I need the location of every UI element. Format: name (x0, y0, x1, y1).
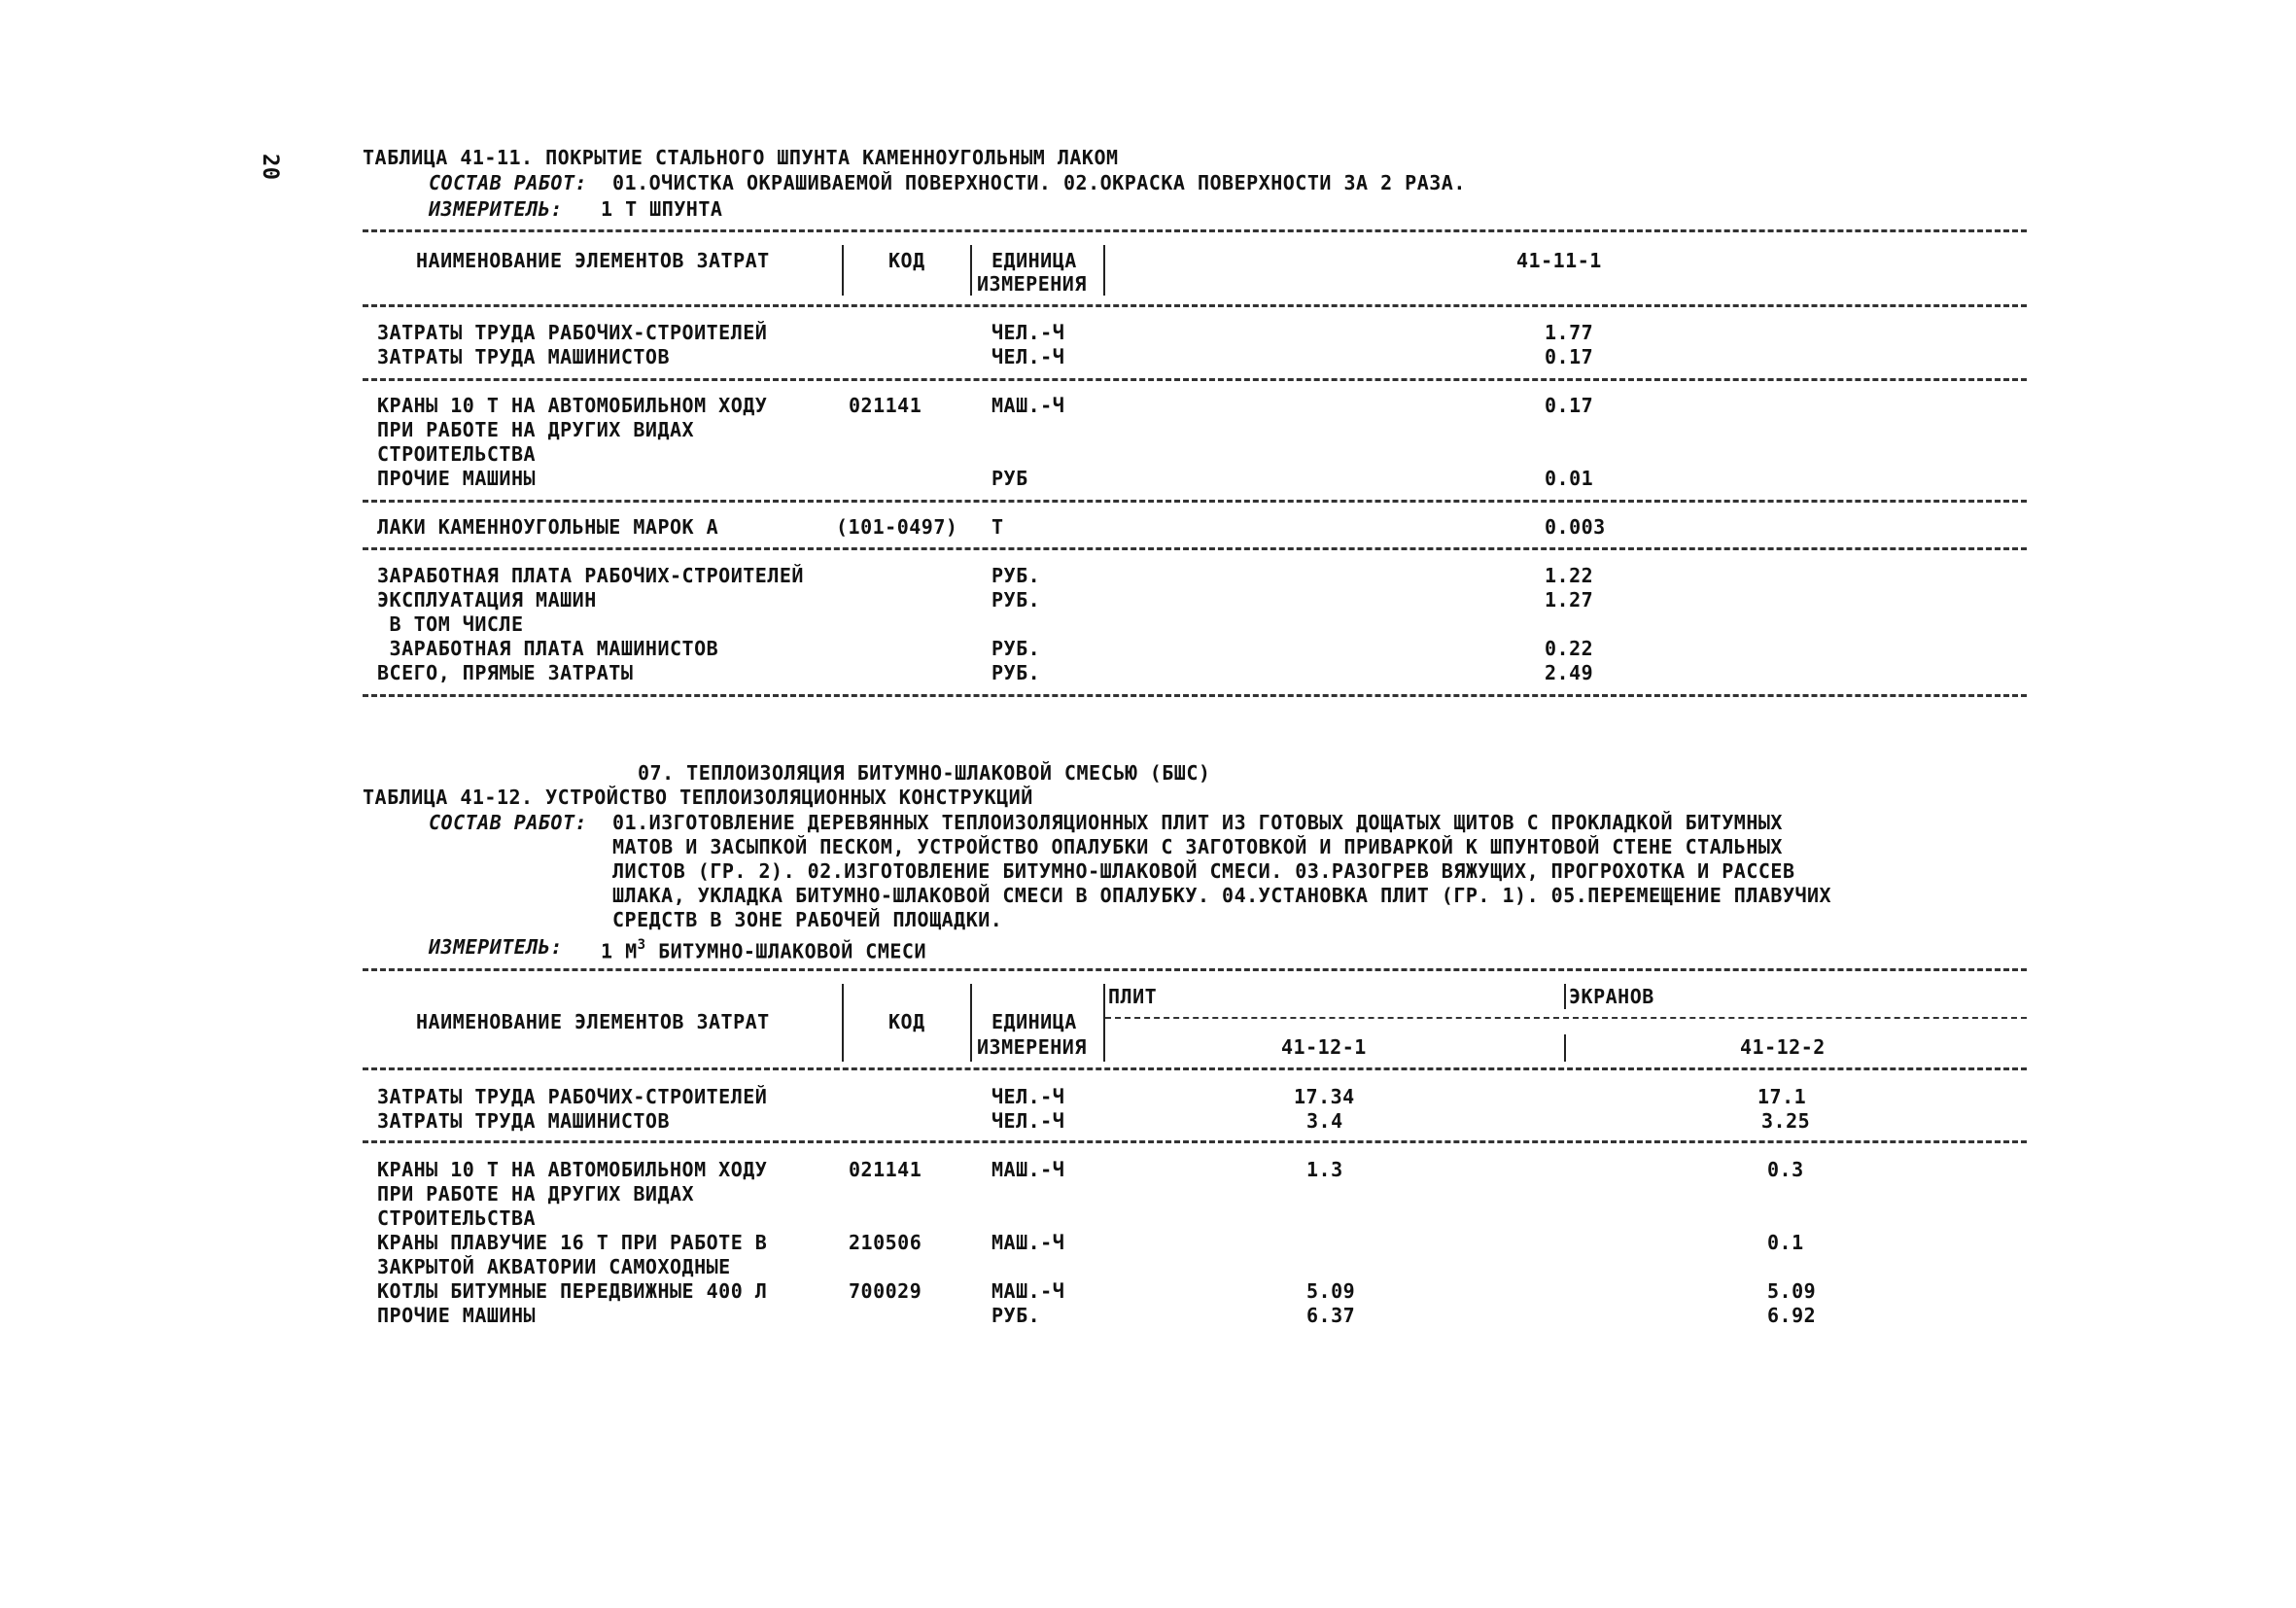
t11-header-sep-2 (970, 245, 972, 296)
t11-row-unit: РУБ. (991, 588, 1041, 612)
t12-rule-subheader (1105, 1017, 2027, 1019)
t11-row-value: 0.17 (1545, 394, 1594, 417)
t11-row-code: 021141 (849, 394, 922, 417)
t11-sostav-text: 01.ОЧИСТКА ОКРАШИВАЕМОЙ ПОВЕРХНОСТИ. 02.ОКРАСКА ПОВЕРХНОСТИ ЗА 2 РАЗА. (612, 171, 1466, 194)
t12-header-name: НАИМЕНОВАНИЕ ЭЛЕМЕНТОВ ЗАТРАТ (416, 1010, 770, 1033)
t12-header-sep-1 (842, 984, 844, 1062)
t11-rule-group-3 (363, 547, 2027, 550)
t11-row-value: 0.22 (1545, 637, 1594, 660)
t11-izm-text: 1 Т ШПУНТА (601, 197, 723, 221)
t12-row-value-2: 5.09 (1767, 1279, 1817, 1303)
t11-rule-bottom (363, 694, 2027, 697)
t12-header-sep-4 (1564, 984, 1566, 1009)
t11-row-name: ЗАРАБОТНАЯ ПЛАТА РАБОЧИХ-СТРОИТЕЛЕЙ (377, 564, 804, 587)
t12-row-name-cont: ПРИ РАБОТЕ НА ДРУГИХ ВИДАХ (377, 1182, 695, 1206)
t11-izm-label: ИЗМЕРИТЕЛЬ: (429, 197, 563, 221)
t11-header-code: КОД (888, 249, 925, 272)
table-41-12-title: ТАБЛИЦА 41-12. УСТРОЙСТВО ТЕПЛОИЗОЛЯЦИОННЫХ КОНСТРУКЦИЙ (363, 786, 1033, 809)
t12-row-value-2: 0.1 (1767, 1231, 1804, 1254)
t11-row-name: КРАНЫ 10 Т НА АВТОМОБИЛЬНОМ ХОДУ (377, 394, 768, 417)
t12-header-code: КОД (888, 1010, 925, 1033)
t12-row-name: ЗАТРАТЫ ТРУДА РАБОЧИХ-СТРОИТЕЛЕЙ (377, 1085, 768, 1108)
t12-row-code: 210506 (849, 1231, 922, 1254)
t11-header-col: 41-11-1 (1516, 249, 1602, 272)
t11-row-name: ВСЕГО, ПРЯМЫЕ ЗАТРАТЫ (377, 661, 634, 684)
t11-row-value: 0.003 (1545, 515, 1606, 539)
t12-row-unit: МАШ.-Ч (991, 1158, 1065, 1181)
t12-row-code: 021141 (849, 1158, 922, 1181)
t12-sostav-line: СРЕДСТВ В ЗОНЕ РАБОЧЕЙ ПЛОЩАДКИ. (612, 908, 1003, 931)
t12-row-value-1: 3.4 (1306, 1109, 1343, 1133)
t12-header-unit-1: ЕДИНИЦА (991, 1010, 1077, 1033)
t12-row-value-2: 6.92 (1767, 1304, 1817, 1327)
t12-row-name-cont: ЗАКРЫТОЙ АКВАТОРИИ САМОХОДНЫЕ (377, 1255, 731, 1278)
t11-row-name: ЗАТРАТЫ ТРУДА РАБОЧИХ-СТРОИТЕЛЕЙ (377, 321, 768, 344)
t11-row-name: ЗАРАБОТНАЯ ПЛАТА МАШИНИСТОВ (377, 637, 719, 660)
t12-row-name: ЗАТРАТЫ ТРУДА МАШИНИСТОВ (377, 1109, 670, 1133)
t11-header-name: НАИМЕНОВАНИЕ ЭЛЕМЕНТОВ ЗАТРАТ (416, 249, 770, 272)
t11-row-unit: МАШ.-Ч (991, 394, 1065, 417)
t12-izm-text: 1 $М^3$ БИТУМНО-ШЛАКОВОЙ СМЕСИ (601, 937, 927, 963)
t12-row-value-2: 17.1 (1757, 1085, 1807, 1108)
t12-row-value-1: 6.37 (1306, 1304, 1356, 1327)
t12-header-sep-3 (1103, 984, 1105, 1062)
t12-header-col-1: 41-12-1 (1281, 1035, 1367, 1059)
t11-row-unit: ЧЕЛ.-Ч (991, 321, 1065, 344)
t11-header-sep-3 (1103, 245, 1105, 296)
t12-row-name: ПРОЧИЕ МАШИНЫ (377, 1304, 537, 1327)
t11-row-unit: РУБ. (991, 661, 1041, 684)
t11-row-value: 0.01 (1545, 467, 1594, 490)
t12-sostav-line: ЛИСТОВ (ГР. 2). 02.ИЗГОТОВЛЕНИЕ БИТУМНО-ШЛАКОВОЙ СМЕСИ. 03.РАЗОГРЕВ ВЯЖУЩИХ, ПРОГРОХОТКА И РАССЕВ (612, 859, 1795, 883)
t11-row-value: 1.22 (1545, 564, 1594, 587)
t12-rule-header (363, 1067, 2027, 1070)
t11-sostav-label: СОСТАВ РАБОТ: (429, 171, 588, 194)
t12-header-group-plit: ПЛИТ (1108, 985, 1158, 1008)
t12-row-unit: ЧЕЛ.-Ч (991, 1109, 1065, 1133)
t12-row-name-cont: СТРОИТЕЛЬСТВА (377, 1206, 537, 1230)
t12-row-name: КОТЛЫ БИТУМНЫЕ ПЕРЕДВИЖНЫЕ 400 Л (377, 1279, 768, 1303)
page-number: 20 (258, 154, 282, 181)
t12-row-name: КРАНЫ 10 Т НА АВТОМОБИЛЬНОМ ХОДУ (377, 1158, 768, 1181)
t11-row-value: 1.77 (1545, 321, 1594, 344)
t12-header-group-ekranov: ЭКРАНОВ (1569, 985, 1654, 1008)
t12-row-value-2: 3.25 (1761, 1109, 1811, 1133)
t12-row-unit: ЧЕЛ.-Ч (991, 1085, 1065, 1108)
t11-row-value: 1.27 (1545, 588, 1594, 612)
t11-row-name: ЭКСПЛУАТАЦИЯ МАШИН (377, 588, 597, 612)
t11-row-unit: РУБ. (991, 637, 1041, 660)
t12-row-unit: МАШ.-Ч (991, 1279, 1065, 1303)
t12-sostav-line: МАТОВ И ЗАСЫПКОЙ ПЕСКОМ, УСТРОЙСТВО ОПАЛУБКИ С ЗАГОТОВКОЙ И ПРИВАРКОЙ К ШПУНТОВОЙ СТЕНЕ СТАЛЬНЫХ (612, 835, 1783, 858)
t12-row-code: 700029 (849, 1279, 922, 1303)
t12-row-value-1: 5.09 (1306, 1279, 1356, 1303)
section-title: 07. ТЕПЛОИЗОЛЯЦИЯ БИТУМНО-ШЛАКОВОЙ СМЕСЬЮ (БШС) (638, 761, 1211, 785)
t11-row-unit: РУБ. (991, 564, 1041, 587)
t11-header-unit-1: ЕДИНИЦА (991, 249, 1077, 272)
t11-rule-header (363, 304, 2027, 307)
t12-row-value-1: 17.34 (1294, 1085, 1355, 1108)
t12-row-name: КРАНЫ ПЛАВУЧИЕ 16 Т ПРИ РАБОТЕ В (377, 1231, 768, 1254)
t11-row-unit: РУБ (991, 467, 1028, 490)
t12-row-value-1: 1.3 (1306, 1158, 1343, 1181)
t11-rule-group-1 (363, 378, 2027, 381)
t11-row-name: ПРОЧИЕ МАШИНЫ (377, 467, 537, 490)
t12-header-sep-5 (1564, 1034, 1566, 1062)
t12-rule-group-1 (363, 1140, 2027, 1143)
t11-row-name-cont: В ТОМ ЧИСЛЕ (377, 612, 524, 636)
t12-sostav-line: ШЛАКА, УКЛАДКА БИТУМНО-ШЛАКОВОЙ СМЕСИ В ОПАЛУБКУ. 04.УСТАНОВКА ПЛИТ (ГР. 1). 05.ПЕРЕМЕЩЕНИЕ ПЛАВУЧИХ (612, 884, 1832, 907)
t11-header-unit-2: ИЗМЕРЕНИЯ (977, 272, 1087, 296)
t11-row-name-cont: ПРИ РАБОТЕ НА ДРУГИХ ВИДАХ (377, 418, 695, 441)
t12-izm-label: ИЗМЕРИТЕЛЬ: (429, 935, 563, 959)
t11-row-unit: ЧЕЛ.-Ч (991, 345, 1065, 368)
t11-row-name: ЗАТРАТЫ ТРУДА МАШИНИСТОВ (377, 345, 670, 368)
t12-sostav-line: 01.ИЗГОТОВЛЕНИЕ ДЕРЕВЯННЫХ ТЕПЛОИЗОЛЯЦИОННЫХ ПЛИТ ИЗ ГОТОВЫХ ДОЩАТЫХ ЩИТОВ С ПРОКЛАДКОЙ БИТУМНЫХ (612, 811, 1783, 834)
t12-header-sep-2 (970, 984, 972, 1062)
t11-row-code: (101-0497) (836, 515, 958, 539)
t11-row-name-cont: СТРОИТЕЛЬСТВА (377, 442, 537, 466)
table-41-11-title: ТАБЛИЦА 41-11. ПОКРЫТИЕ СТАЛЬНОГО ШПУНТА КАМЕННОУГОЛЬНЫМ ЛАКОМ (363, 146, 1119, 169)
t11-row-value: 0.17 (1545, 345, 1594, 368)
t12-row-unit: МАШ.-Ч (991, 1231, 1065, 1254)
t11-header-sep-1 (842, 245, 844, 296)
t11-row-value: 2.49 (1545, 661, 1594, 684)
t12-header-col-2: 41-12-2 (1740, 1035, 1826, 1059)
t12-row-unit: РУБ. (991, 1304, 1041, 1327)
t12-sostav-label: СОСТАВ РАБОТ: (429, 811, 588, 834)
t11-row-unit: Т (991, 515, 1004, 539)
t12-header-unit-2: ИЗМЕРЕНИЯ (977, 1035, 1087, 1059)
t11-rule-group-2 (363, 500, 2027, 503)
t11-rule-top (363, 229, 2027, 232)
t12-rule-top (363, 968, 2027, 971)
t12-row-value-2: 0.3 (1767, 1158, 1804, 1181)
t11-row-name: ЛАКИ КАМЕННОУГОЛЬНЫЕ МАРОК А (377, 515, 719, 539)
